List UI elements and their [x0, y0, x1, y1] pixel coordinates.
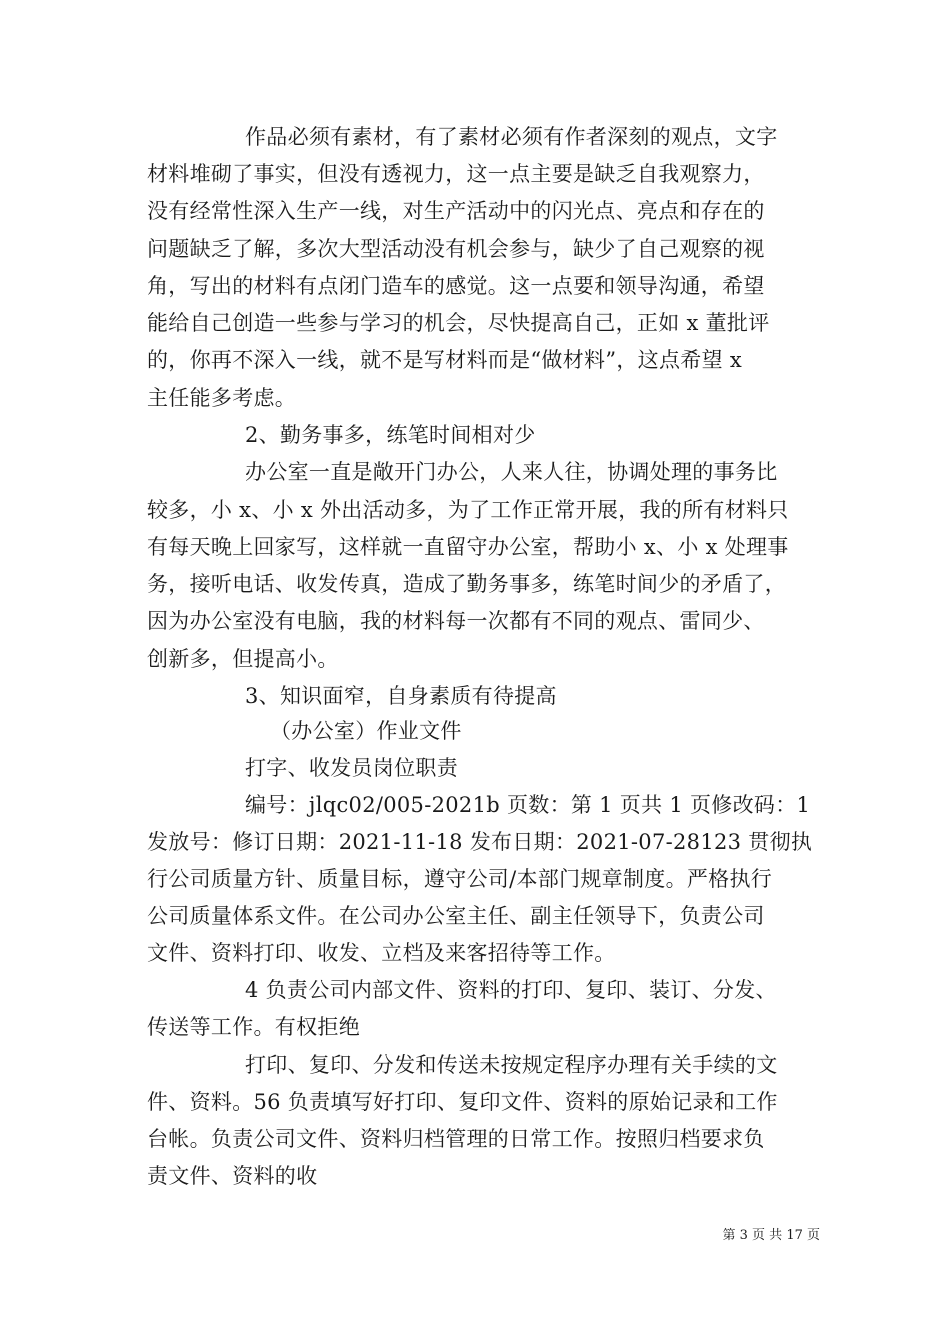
- page-number: 第 3 页 共 17 页: [722, 1228, 820, 1243]
- document-subtitle: （办公室）作业文件: [270, 719, 462, 743]
- paragraph-line: 的，你再不深入一线，就不是写材料而是“做材料”，这点希望 x: [147, 348, 742, 372]
- paragraph-line: 能给自己创造一些参与学习的机会，尽快提高自己，正如 x 董批评: [147, 311, 770, 335]
- paragraph-line: 行公司质量方针、质量目标，遵守公司/本部门规章制度。严格执行: [147, 867, 773, 891]
- paragraph-line: 有每天晚上回家写，这样就一直留守办公室，帮助小 x、小 x 处理事: [147, 535, 789, 559]
- paragraph-line: 因为办公室没有电脑，我的材料每一次都有不同的观点、雷同少、: [147, 609, 765, 633]
- paragraph-line: 创新多，但提高小。: [147, 647, 339, 671]
- paragraph-line: 角，写出的材料有点闭门造车的感觉。这一点要和领导沟通，希望: [147, 274, 765, 298]
- paragraph-line: 主任能多考虑。: [147, 386, 297, 410]
- section-heading: 3、知识面窄，自身素质有待提高: [245, 684, 557, 708]
- paragraph-line: 作品必须有素材，有了素材必须有作者深刻的观点，文字: [245, 125, 778, 149]
- section-heading: 2、勤务事多，练笔时间相对少: [245, 423, 536, 447]
- paragraph-line: 责文件、资料的收: [147, 1164, 318, 1188]
- paragraph-line: 务，接听电话、收发传真，造成了勤务事多，练笔时间少的矛盾了，: [147, 572, 786, 596]
- document-title: 打字、收发员岗位职责: [245, 756, 458, 780]
- paragraph-line: 编号：jlqc02/005-2021b 页数：第 1 页共 1 页修改码：1: [245, 793, 811, 817]
- paragraph-line: 台帐。负责公司文件、资料归档管理的日常工作。按照归档要求负: [147, 1127, 765, 1151]
- paragraph-line: 办公室一直是敞开门办公，人来人往，协调处理的事务比: [245, 460, 778, 484]
- paragraph-line: 发放号：修订日期：2021-11-18 发布日期：2021-07-28123 贯彻执: [147, 830, 813, 854]
- paragraph-line: 问题缺乏了解，多次大型活动没有机会参与，缺少了自己观察的视: [147, 237, 765, 261]
- paragraph-line: 公司质量体系文件。在公司办公室主任、副主任领导下，负责公司: [147, 904, 765, 928]
- paragraph-line: 传送等工作。有权拒绝: [147, 1015, 360, 1039]
- paragraph-line: 4 负责公司内部文件、资料的打印、复印、装订、分发、: [245, 978, 777, 1002]
- paragraph-line: 打印、复印、分发和传送未按规定程序办理有关手续的文: [245, 1053, 778, 1077]
- paragraph-line: 材料堆砌了事实，但没有透视力，这一点主要是缺乏自我观察力，: [147, 162, 765, 186]
- paragraph-line: 件、资料。56 负责填写好打印、复印文件、资料的原始记录和工作: [147, 1090, 778, 1114]
- paragraph-line: 没有经常性深入生产一线，对生产活动中的闪光点、亮点和存在的: [147, 199, 765, 223]
- paragraph-line: 较多，小 x、小 x 外出活动多，为了工作正常开展，我的所有材料只: [147, 498, 789, 522]
- paragraph-line: 文件、资料打印、收发、立档及来客招待等工作。: [147, 941, 616, 965]
